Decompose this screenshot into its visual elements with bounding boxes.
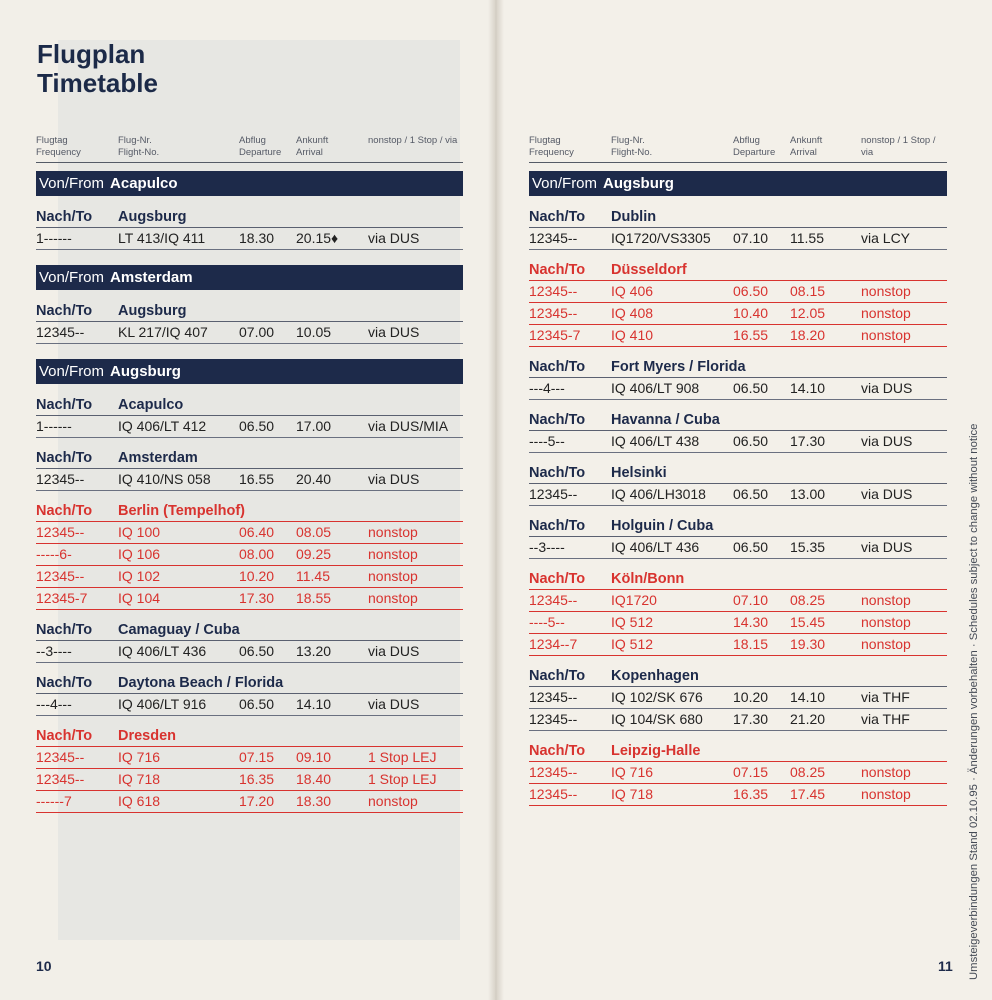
frequency: ------7 bbox=[36, 793, 72, 809]
flight-number: IQ1720 bbox=[611, 592, 657, 608]
arrival-time: 17.00 bbox=[296, 418, 332, 434]
nach-label: Nach/To bbox=[36, 503, 93, 519]
column-header-right bbox=[529, 132, 947, 163]
destination-city: Havanna / Cuba bbox=[611, 412, 720, 428]
arrival-time: 21.20 bbox=[790, 711, 826, 727]
routing: via DUS bbox=[861, 539, 913, 555]
destination-city: Camaguay / Cuba bbox=[118, 622, 240, 638]
frequency: 12345-- bbox=[36, 524, 85, 540]
frequency: -----6- bbox=[36, 546, 72, 562]
frequency: 12345-- bbox=[529, 711, 578, 727]
destination-block bbox=[529, 569, 947, 656]
arrival-time: 13.20 bbox=[296, 643, 332, 659]
title-line-1: Flugplan bbox=[37, 39, 146, 69]
destination-block bbox=[529, 357, 947, 400]
frequency: 12345-- bbox=[529, 486, 578, 502]
flight-row bbox=[529, 228, 947, 250]
nach-label: Nach/To bbox=[529, 571, 586, 587]
origin-city: Augsburg bbox=[110, 363, 181, 380]
departure-time: 06.50 bbox=[239, 643, 275, 659]
left-body bbox=[36, 171, 463, 813]
flight-row bbox=[529, 484, 947, 506]
departure-time: 16.55 bbox=[239, 471, 275, 487]
destination-heading bbox=[529, 207, 947, 228]
flight-row bbox=[36, 469, 463, 491]
arrival-time: 11.55 bbox=[790, 230, 824, 246]
frequency: 12345-7 bbox=[529, 327, 581, 343]
flight-row bbox=[529, 378, 947, 400]
nach-label: Nach/To bbox=[529, 209, 586, 225]
page-number-right: 11 bbox=[938, 958, 953, 974]
frequency: 12345-- bbox=[529, 689, 578, 705]
nach-label: Nach/To bbox=[36, 450, 93, 466]
flight-number: IQ 406/LT 438 bbox=[611, 433, 700, 449]
flight-number: IQ 408 bbox=[611, 305, 654, 321]
flight-row bbox=[36, 544, 463, 566]
routing: nonstop bbox=[368, 590, 418, 606]
destination-heading bbox=[529, 666, 947, 687]
flight-row bbox=[529, 303, 947, 325]
flight-number: IQ 716 bbox=[611, 764, 654, 780]
flight-number: IQ 406/LT 436 bbox=[611, 539, 700, 555]
destination-block bbox=[529, 463, 947, 506]
routing: nonstop bbox=[861, 614, 911, 630]
flight-number: IQ 410 bbox=[611, 327, 654, 343]
routing: nonstop bbox=[861, 592, 911, 608]
routing: via DUS bbox=[368, 471, 420, 487]
destination-heading bbox=[529, 741, 947, 762]
departure-time: 10.20 bbox=[239, 568, 275, 584]
nach-label: Nach/To bbox=[529, 518, 586, 534]
nach-label: Nach/To bbox=[36, 622, 93, 638]
destination-city: Dresden bbox=[118, 728, 177, 744]
dep-header-right: Abflug Departure bbox=[733, 135, 776, 158]
destination-block bbox=[36, 673, 463, 716]
destination-heading bbox=[529, 516, 947, 537]
flight-row bbox=[529, 431, 947, 453]
destination-city: Helsinki bbox=[611, 465, 667, 481]
arrival-time: 15.45 bbox=[790, 614, 826, 630]
routing: via DUS bbox=[368, 696, 420, 712]
arrival-time: 13.00 bbox=[790, 486, 826, 502]
arrival-time: 17.30 bbox=[790, 433, 826, 449]
destination-block bbox=[36, 207, 463, 250]
destination-block bbox=[36, 301, 463, 344]
routing: via DUS bbox=[861, 380, 913, 396]
routing: nonstop bbox=[861, 305, 911, 321]
right-body bbox=[529, 171, 947, 806]
flight-row bbox=[529, 612, 947, 634]
arrival-time: 10.05 bbox=[296, 324, 332, 340]
nach-label: Nach/To bbox=[529, 359, 586, 375]
dep-header: Abflug Departure bbox=[239, 135, 282, 158]
routing: via DUS/MIA bbox=[368, 418, 449, 434]
departure-time: 10.20 bbox=[733, 689, 769, 705]
flight-number: IQ 406/LT 916 bbox=[118, 696, 207, 712]
destination-city: Leipzig-Halle bbox=[611, 743, 701, 759]
departure-time: 06.50 bbox=[733, 283, 769, 299]
flight-header-right: Flug-Nr. Flight-No. bbox=[611, 135, 653, 158]
frequency: 12345-- bbox=[529, 230, 578, 246]
routing: nonstop bbox=[861, 283, 911, 299]
destination-block bbox=[36, 620, 463, 663]
frequency: 1------ bbox=[36, 418, 72, 434]
destination-city: Dublin bbox=[611, 209, 657, 225]
arrival-time: 08.15 bbox=[790, 283, 826, 299]
departure-time: 07.10 bbox=[733, 230, 769, 246]
arrival-time: 08.25 bbox=[790, 764, 826, 780]
destination-city: Holguin / Cuba bbox=[611, 518, 714, 534]
departure-time: 18.15 bbox=[733, 636, 769, 652]
arrival-time: 14.10 bbox=[790, 380, 826, 396]
flight-number: IQ 106 bbox=[118, 546, 161, 562]
destination-city: Düsseldorf bbox=[611, 262, 687, 278]
frequency: 12345-- bbox=[36, 471, 85, 487]
destination-block bbox=[36, 448, 463, 491]
destination-heading bbox=[529, 410, 947, 431]
column-header bbox=[36, 132, 463, 163]
flight-row bbox=[36, 322, 463, 344]
routing: 1 Stop LEJ bbox=[368, 749, 437, 765]
flight-header: Flug-Nr. Flight-No. bbox=[118, 135, 160, 158]
left-column bbox=[36, 132, 463, 813]
routing: via THF bbox=[861, 711, 910, 727]
arrival-time: 18.40 bbox=[296, 771, 332, 787]
flight-number: IQ 104/SK 680 bbox=[611, 711, 703, 727]
departure-time: 06.50 bbox=[733, 486, 769, 502]
flight-number: IQ 406 bbox=[611, 283, 654, 299]
flight-number: IQ 716 bbox=[118, 749, 161, 765]
routing: via LCY bbox=[861, 230, 911, 246]
departure-time: 07.15 bbox=[733, 764, 769, 780]
page-title bbox=[37, 40, 158, 98]
destination-city: Augsburg bbox=[118, 209, 187, 225]
routing: via DUS bbox=[861, 486, 913, 502]
departure-time: 07.10 bbox=[733, 592, 769, 608]
departure-time: 16.55 bbox=[733, 327, 769, 343]
destination-heading bbox=[529, 260, 947, 281]
destination-heading bbox=[529, 569, 947, 590]
departure-time: 16.35 bbox=[733, 786, 769, 802]
flight-number: IQ 100 bbox=[118, 524, 161, 540]
nach-label: Nach/To bbox=[529, 262, 586, 278]
departure-time: 10.40 bbox=[733, 305, 769, 321]
departure-time: 14.30 bbox=[733, 614, 769, 630]
arrival-time: 09.25 bbox=[296, 546, 332, 562]
arrival-time: 08.05 bbox=[296, 524, 332, 540]
departure-time: 17.30 bbox=[733, 711, 769, 727]
destination-heading bbox=[36, 207, 463, 228]
flight-number: IQ 410/NS 058 bbox=[118, 471, 211, 487]
departure-time: 06.50 bbox=[239, 696, 275, 712]
flight-number: IQ 718 bbox=[118, 771, 161, 787]
origin-band: Von/From Augsburg bbox=[36, 359, 463, 384]
destination-heading bbox=[36, 726, 463, 747]
arrival-time: 15.35 bbox=[790, 539, 826, 555]
routing: via DUS bbox=[368, 324, 420, 340]
frequency: 12345-- bbox=[36, 771, 85, 787]
flight-row bbox=[529, 590, 947, 612]
origin-band: Von/From Augsburg bbox=[529, 171, 947, 196]
destination-block bbox=[529, 516, 947, 559]
routing: nonstop bbox=[861, 327, 911, 343]
frequency: 12345-- bbox=[529, 764, 578, 780]
origin-city: Acapulco bbox=[110, 175, 178, 192]
departure-time: 06.50 bbox=[733, 380, 769, 396]
flight-row bbox=[529, 687, 947, 709]
frequency: 12345-- bbox=[529, 592, 578, 608]
arrival-time: 12.05 bbox=[790, 305, 826, 321]
arrival-time: 14.10 bbox=[296, 696, 332, 712]
right-page bbox=[498, 0, 992, 1000]
flight-row bbox=[36, 566, 463, 588]
flight-row bbox=[36, 791, 463, 813]
flight-row bbox=[36, 416, 463, 438]
frequency: 12345-- bbox=[36, 568, 85, 584]
destination-city: Acapulco bbox=[118, 397, 184, 413]
via-header: nonstop / 1 Stop / via bbox=[368, 135, 458, 146]
flight-row bbox=[36, 522, 463, 544]
nach-label: Nach/To bbox=[36, 675, 93, 691]
origin-city: Amsterdam bbox=[110, 269, 193, 286]
departure-time: 07.15 bbox=[239, 749, 275, 765]
arrival-time: 09.10 bbox=[296, 749, 332, 765]
flight-row bbox=[529, 537, 947, 559]
destination-city: Amsterdam bbox=[118, 450, 198, 466]
right-column bbox=[529, 132, 947, 806]
flight-row bbox=[36, 228, 463, 250]
frequency: 12345-- bbox=[529, 283, 578, 299]
departure-time: 17.30 bbox=[239, 590, 275, 606]
destination-block bbox=[36, 395, 463, 438]
nach-label: Nach/To bbox=[36, 397, 93, 413]
frequency: --3---- bbox=[529, 539, 565, 555]
departure-time: 17.20 bbox=[239, 793, 275, 809]
flight-number: IQ1720/VS3305 bbox=[611, 230, 711, 246]
frequency: 1234--7 bbox=[529, 636, 578, 652]
departure-time: 16.35 bbox=[239, 771, 275, 787]
flight-row bbox=[529, 634, 947, 656]
via-header-right: nonstop / 1 Stop / via bbox=[861, 135, 936, 158]
destination-heading bbox=[36, 395, 463, 416]
frequency: --3---- bbox=[36, 643, 72, 659]
destination-heading bbox=[36, 448, 463, 469]
origin-city: Augsburg bbox=[603, 175, 674, 192]
departure-time: 08.00 bbox=[239, 546, 275, 562]
side-note: Umsteigeverbindungen Stand 02.10.95 · Änderungen vorbehalten · Schedules subject to change without notice bbox=[968, 423, 980, 980]
routing: nonstop bbox=[368, 546, 418, 562]
arrival-time: 20.15♦ bbox=[296, 230, 339, 246]
flight-row bbox=[36, 694, 463, 716]
destination-heading bbox=[36, 620, 463, 641]
departure-time: 06.50 bbox=[733, 433, 769, 449]
routing: nonstop bbox=[861, 636, 911, 652]
flight-row bbox=[36, 747, 463, 769]
nach-label: Nach/To bbox=[36, 209, 93, 225]
destination-city: Fort Myers / Florida bbox=[611, 359, 746, 375]
routing: 1 Stop LEJ bbox=[368, 771, 437, 787]
destination-block bbox=[529, 260, 947, 347]
flight-row bbox=[529, 762, 947, 784]
flight-number: IQ 102 bbox=[118, 568, 161, 584]
flight-number: IQ 102/SK 676 bbox=[611, 689, 703, 705]
frequency: 12345-- bbox=[529, 786, 578, 802]
flight-number: IQ 406/LT 436 bbox=[118, 643, 207, 659]
destination-city: Köln/Bonn bbox=[611, 571, 685, 587]
flight-row bbox=[36, 641, 463, 663]
frequency: 12345-- bbox=[36, 749, 85, 765]
routing: nonstop bbox=[368, 793, 418, 809]
flight-number: IQ 618 bbox=[118, 793, 161, 809]
book-gutter bbox=[488, 0, 504, 1000]
destination-heading bbox=[36, 673, 463, 694]
destination-block bbox=[529, 741, 947, 806]
arrival-time: 17.45 bbox=[790, 786, 826, 802]
frequency: ---4--- bbox=[529, 380, 565, 396]
destination-city: Daytona Beach / Florida bbox=[118, 675, 284, 691]
departure-time: 06.50 bbox=[239, 418, 275, 434]
flight-number: IQ 512 bbox=[611, 614, 654, 630]
routing: nonstop bbox=[861, 764, 911, 780]
departure-time: 06.40 bbox=[239, 524, 275, 540]
nach-label: Nach/To bbox=[529, 743, 586, 759]
arrival-time: 19.30 bbox=[790, 636, 826, 652]
nach-label: Nach/To bbox=[529, 465, 586, 481]
left-page bbox=[0, 0, 494, 1000]
flight-number: IQ 406/LH3018 bbox=[611, 486, 706, 502]
frequency: 12345-- bbox=[36, 324, 85, 340]
nach-label: Nach/To bbox=[529, 412, 586, 428]
arrival-time: 18.55 bbox=[296, 590, 332, 606]
flight-row bbox=[529, 784, 947, 806]
origin-band: Von/From Amsterdam bbox=[36, 265, 463, 290]
destination-block bbox=[529, 207, 947, 250]
origin-band: Von/From Acapulco bbox=[36, 171, 463, 196]
routing: via DUS bbox=[368, 230, 420, 246]
destination-heading bbox=[529, 357, 947, 378]
flight-number: LT 413/IQ 411 bbox=[118, 230, 206, 246]
destination-heading bbox=[36, 301, 463, 322]
routing: via THF bbox=[861, 689, 910, 705]
frequency: 12345-7 bbox=[36, 590, 88, 606]
flight-number: IQ 406/LT 412 bbox=[118, 418, 207, 434]
flight-number: IQ 512 bbox=[611, 636, 654, 652]
flight-row bbox=[36, 588, 463, 610]
arrival-time: 11.45 bbox=[296, 568, 330, 584]
flight-row bbox=[529, 281, 947, 303]
departure-time: 06.50 bbox=[733, 539, 769, 555]
destination-city: Augsburg bbox=[118, 303, 187, 319]
routing: nonstop bbox=[861, 786, 911, 802]
destination-city: Kopenhagen bbox=[611, 668, 699, 684]
destination-block bbox=[529, 410, 947, 453]
flight-row bbox=[529, 709, 947, 731]
title-line-2: Timetable bbox=[37, 68, 158, 98]
arrival-time: 14.10 bbox=[790, 689, 826, 705]
freq-header-right: Flugtag Frequency bbox=[529, 135, 574, 158]
frequency: 1------ bbox=[36, 230, 72, 246]
frequency: 12345-- bbox=[529, 305, 578, 321]
arrival-time: 18.20 bbox=[790, 327, 826, 343]
departure-time: 07.00 bbox=[239, 324, 275, 340]
flight-number: IQ 406/LT 908 bbox=[611, 380, 700, 396]
arrival-time: 08.25 bbox=[790, 592, 826, 608]
page-number-left: 10 bbox=[36, 958, 52, 974]
frequency: ---4--- bbox=[36, 696, 72, 712]
routing: via DUS bbox=[861, 433, 913, 449]
frequency: ----5-- bbox=[529, 433, 565, 449]
arr-header-right: Ankunft Arrival bbox=[790, 135, 823, 158]
flight-row bbox=[529, 325, 947, 347]
arrival-time: 18.30 bbox=[296, 793, 332, 809]
nach-label: Nach/To bbox=[36, 728, 93, 744]
arrival-time: 20.40 bbox=[296, 471, 332, 487]
arr-header: Ankunft Arrival bbox=[296, 135, 329, 158]
frequency: ----5-- bbox=[529, 614, 565, 630]
routing: via DUS bbox=[368, 643, 420, 659]
flight-number: IQ 104 bbox=[118, 590, 161, 606]
destination-block bbox=[36, 501, 463, 610]
flight-number: KL 217/IQ 407 bbox=[118, 324, 208, 340]
destination-city: Berlin (Tempelhof) bbox=[118, 503, 246, 519]
destination-block bbox=[529, 666, 947, 731]
flight-number: IQ 718 bbox=[611, 786, 654, 802]
destination-heading bbox=[36, 501, 463, 522]
nach-label: Nach/To bbox=[36, 303, 93, 319]
routing: nonstop bbox=[368, 568, 418, 584]
flight-row bbox=[36, 769, 463, 791]
freq-header: Flugtag Frequency bbox=[36, 135, 81, 158]
departure-time: 18.30 bbox=[239, 230, 275, 246]
destination-block bbox=[36, 726, 463, 813]
nach-label: Nach/To bbox=[529, 668, 586, 684]
destination-heading bbox=[529, 463, 947, 484]
routing: nonstop bbox=[368, 524, 418, 540]
